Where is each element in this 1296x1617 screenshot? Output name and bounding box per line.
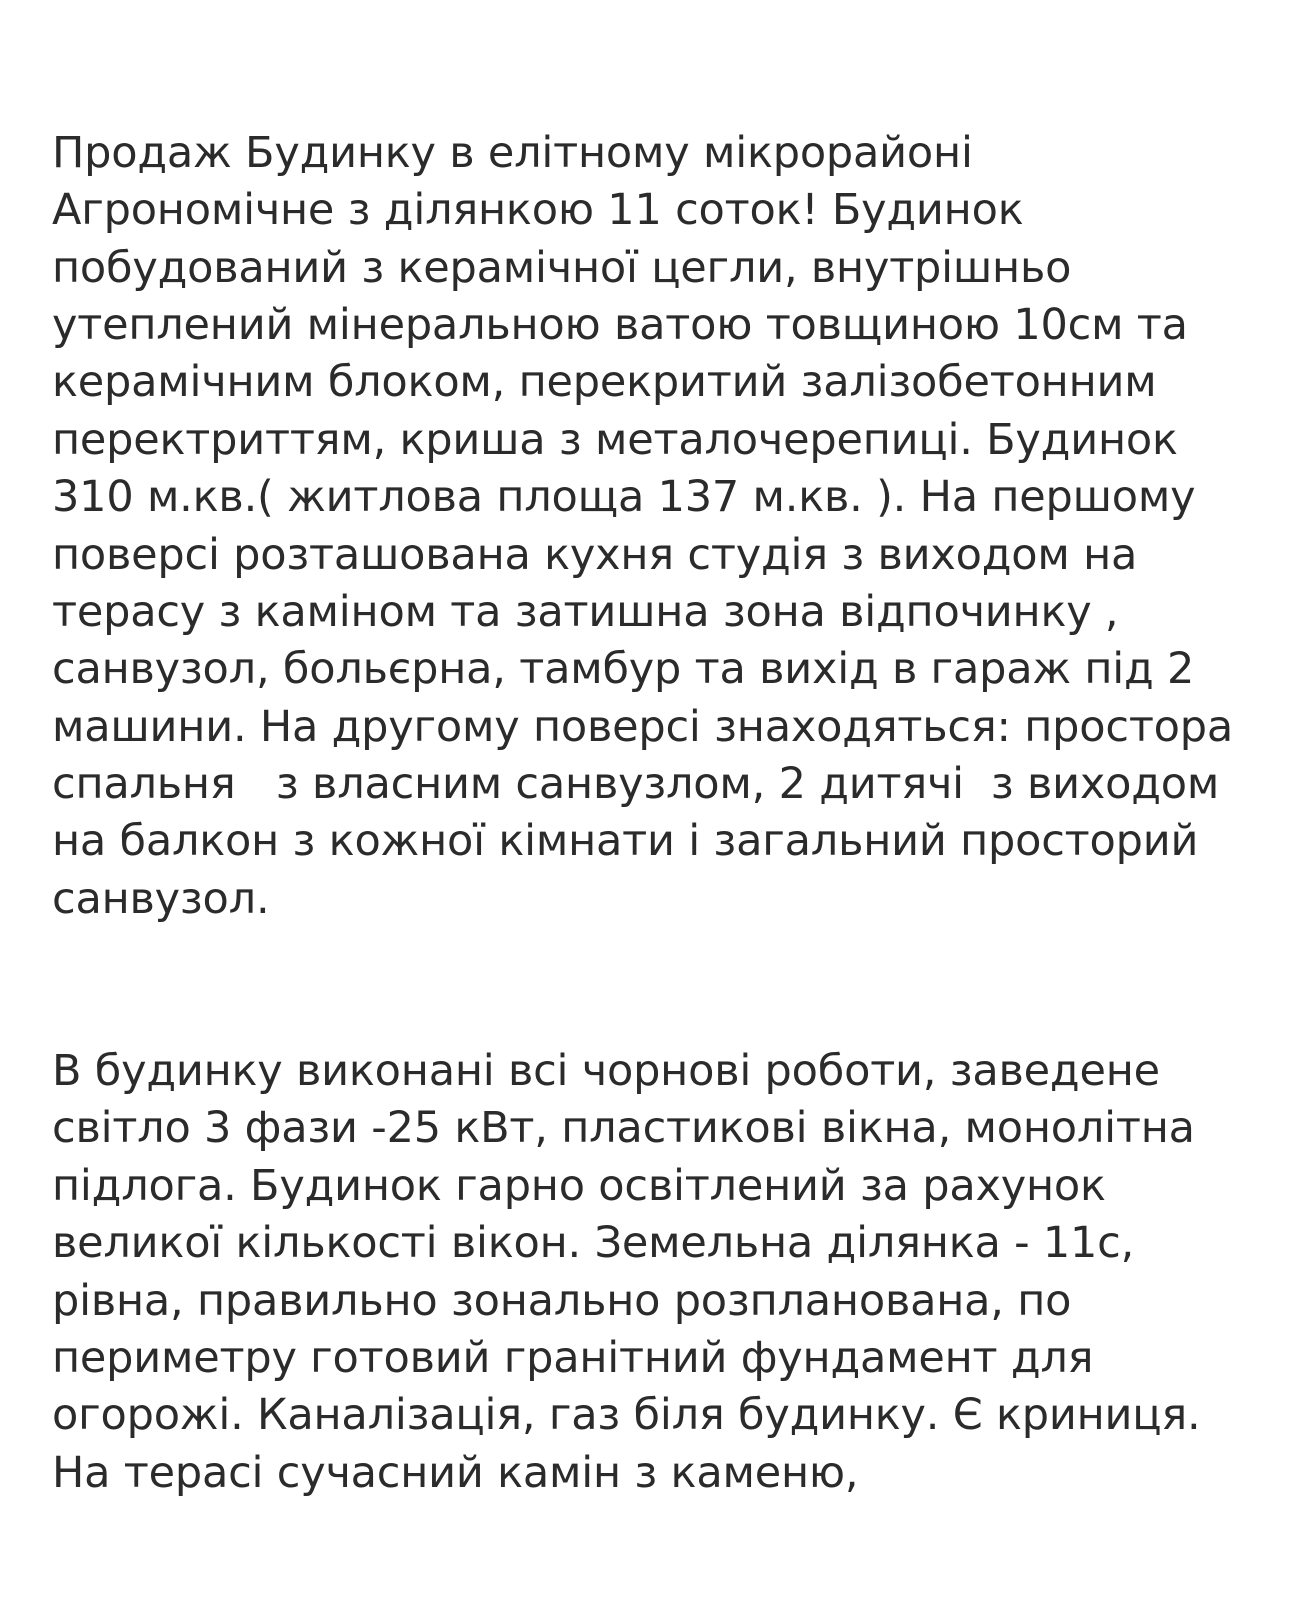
paragraph-1: Продаж Будинку в елітному мікрорайоні Агрономічне з ділянкою 11 соток! Будинок побудований з керамічної цегли, внутрішньо утеплений мінеральною ватою товщиною 10см та керамічним блоком, перекритий залізобетонним перектриттям, криша з металочерепиці. Будинок 310 м.кв.( житлова площа 137 м.кв. ). На першому поверсі розташована кухня студія з виходом на терасу з каміном та затишна зона відпочинку , санвузол, больєрна, тамбур та вихід в гараж під 2 машини. На другому поверсі знаходяться: простора спальня з власним санвузлом, 2 дитячі з виходом на балкон з кожної кімнати і загальний просторий санвузол. [52, 127, 1247, 924]
listing-description-text [52, 10, 1247, 1617]
paragraph-2: В будинку виконані всі чорнові роботи, заведене світло 3 фази -25 кВт, пластикові вікна, монолітна підлога. Будинок гарно освітлений за рахунок великої кількості вікон. Земельна ділянка - 11с, рівна, правильно зонально розпланована, по периметру готовий гранітний фундамент для огорожі. Каналізація, газ біля будинку. Є криниця. На терасі сучасний камін з каменю, [52, 1046, 1214, 1498]
